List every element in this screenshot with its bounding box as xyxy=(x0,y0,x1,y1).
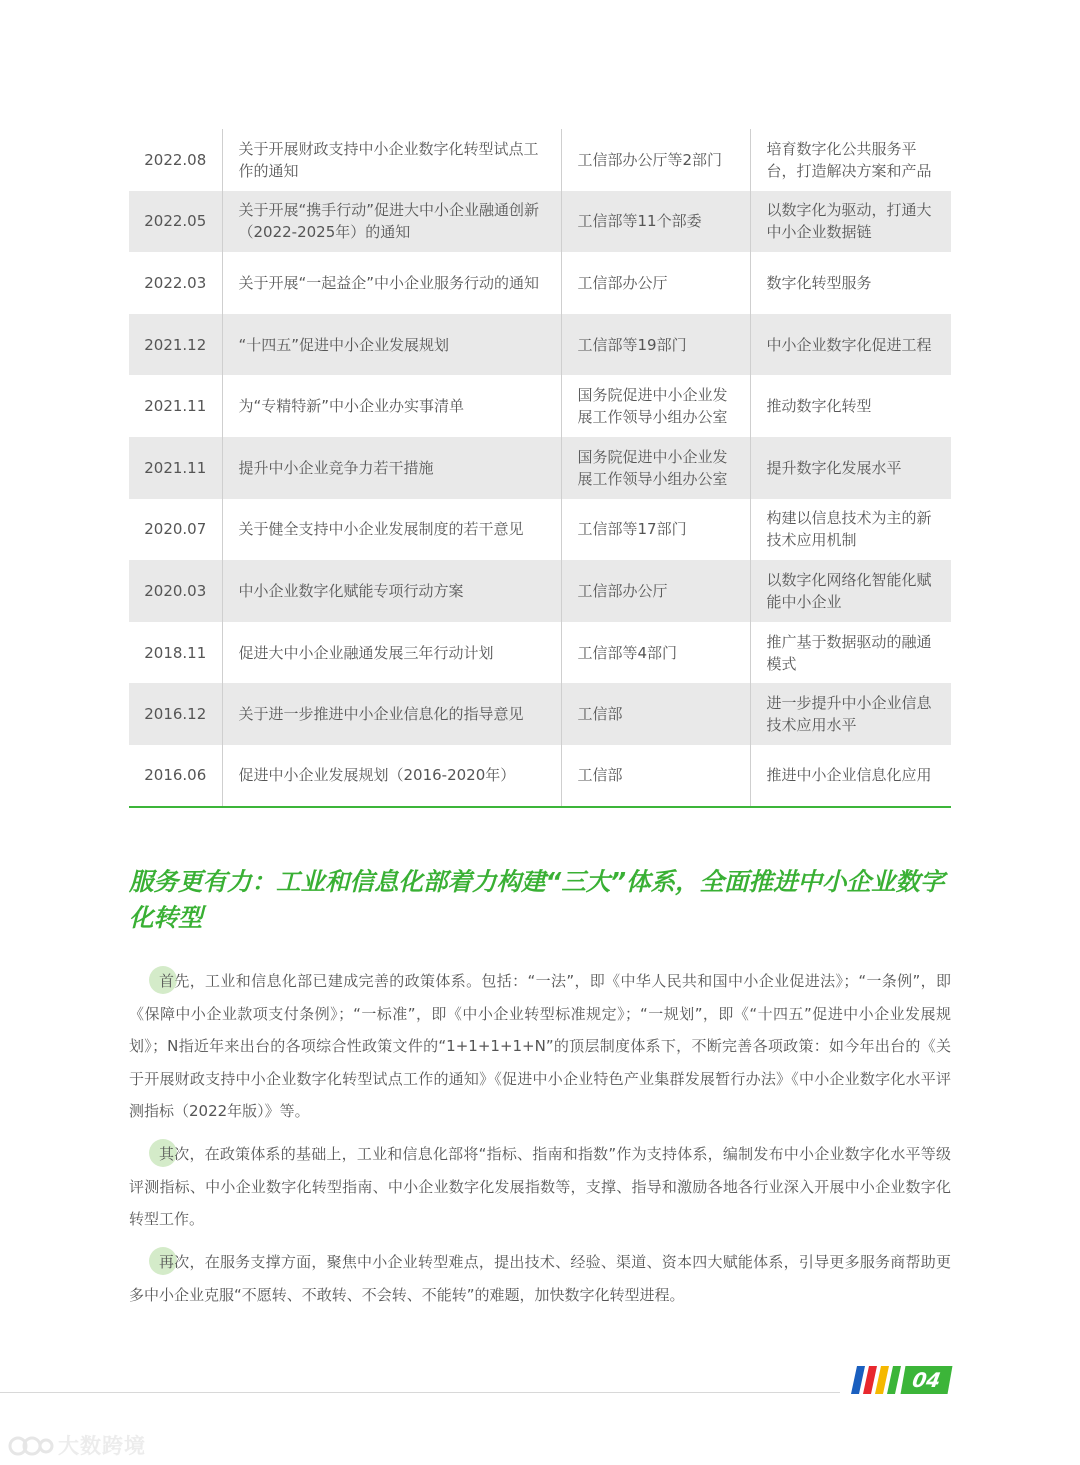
table-row xyxy=(129,437,951,499)
watermark-text: 大数跨境 xyxy=(58,1434,146,1458)
date-cell: 2021.11 xyxy=(129,437,222,499)
date-cell: 2022.05 xyxy=(129,191,222,253)
title-cell: 促进大中小企业融通发展三年行动计划 xyxy=(222,622,561,684)
watermark-logo-icon xyxy=(8,1432,54,1458)
table-row xyxy=(129,745,951,807)
policy-table xyxy=(129,129,951,808)
stripe-green xyxy=(887,1366,901,1394)
title-cell: 关于进一步推进中小企业信息化的指导意见 xyxy=(222,683,561,745)
title-cell: 关于开展“一起益企”中小企业服务行动的通知 xyxy=(222,252,561,314)
focus-cell: 进一步提升中小企业信息技术应用水平 xyxy=(750,683,951,745)
title-cell: 中小企业数字化赋能专项行动方案 xyxy=(222,560,561,622)
paragraph-support-system: 其次，在政策体系的基础上，工业和信息化部将“指标、指南和指数”作为支持体系，编制发布中小企业数字化水平等级评测指标、中小企业数字化转型指南、中小企业数字化发展指数等，支撑、指导和激励各地各行业深入开展中小企业数字化转型工作。 xyxy=(129,1145,951,1228)
policy-table-body xyxy=(129,129,951,807)
focus-cell: 推动数字化转型 xyxy=(766,397,872,416)
department-cell: 工信部办公厅等2部门 xyxy=(561,129,750,191)
date-cell: 2020.07 xyxy=(129,499,222,561)
title-cell: 促进中小企业发展规划（2016-2020年） xyxy=(222,745,561,807)
department-cell: 工信部办公厅 xyxy=(561,560,750,622)
date-cell: 2020.03 xyxy=(129,560,222,622)
date-cell: 2016.12 xyxy=(129,683,222,745)
table-row xyxy=(129,375,951,437)
footer-divider xyxy=(0,1392,840,1393)
stripe-yellow xyxy=(875,1366,889,1394)
department-cell: 工信部等19部门 xyxy=(561,314,750,376)
department-cell: 工信部办公厅 xyxy=(561,252,750,314)
focus-cell: 培育数字化公共服务平台，打造解决方案和产品 xyxy=(766,139,932,180)
department-cell: 国务院促进中小企业发展工作领导小组办公室 xyxy=(561,437,750,499)
title-cell: 为“专精特新”中小企业办实事清单 xyxy=(222,375,561,437)
section-heading: 服务更有力：工业和信息化部着力构建“三大”体系，全面推进中小企业数字化转型 xyxy=(129,867,945,932)
date-cell: 2018.11 xyxy=(129,622,222,684)
date-cell: 2021.11 xyxy=(129,375,222,437)
table-row xyxy=(129,191,951,253)
department-cell: 工信部等4部门 xyxy=(561,622,750,684)
focus-cell: 推广基于数据驱动的融通模式 xyxy=(766,632,932,673)
stripe-blue xyxy=(851,1366,865,1394)
page-number: 04 xyxy=(901,1366,953,1394)
focus-cell: 中小企业数字化促进工程 xyxy=(750,314,951,376)
table-row xyxy=(129,683,951,745)
focus-cell: 提升数字化发展水平 xyxy=(750,437,951,499)
date-cell: 2016.06 xyxy=(129,745,222,807)
focus-cell: 数字化转型服务 xyxy=(766,273,872,292)
table-row xyxy=(129,499,951,561)
department-cell: 工信部 xyxy=(561,745,750,807)
table-row xyxy=(129,622,951,684)
paragraph-service-system: 再次，在服务支撑方面，聚焦中小企业转型难点，提出技术、经验、渠道、资本四大赋能体系，引导更多服务商帮助更多中小企业克服“不愿转、不敢转、不会转、不能转”的难题，加快数字化转型进程。 xyxy=(129,1253,951,1304)
department-cell: 工信部 xyxy=(561,683,750,745)
department-cell: 工信部等11个部委 xyxy=(561,191,750,253)
paragraph-policy-system: 首先，工业和信息化部已建成完善的政策体系。包括：“一法”，即《中华人民共和国中小企业促进法》；“一条例”，即《保障中小企业款项支付条例》；“一标准”，即《中小企业转型标准规定》；“一规划”，即《“十四五”促进中小企业发展规划》；N指近年来出台的各项综合性政策文件的“1+1+1+1+N”的顶层制度体系下，不断完善各项政策：如今年出台的《关于开展财政支持中小企业数字化转型试点工作的通知》《促进中小企业特色产业集群发展暂行办法》《中小企业数字化水平评测指标（2022年版）》等。 xyxy=(129,972,951,1120)
title-cell: “十四五”促进中小企业发展规划 xyxy=(222,314,561,376)
department-cell: 国务院促进中小企业发展工作领导小组办公室 xyxy=(561,375,750,437)
watermark xyxy=(8,1430,146,1460)
table-row xyxy=(129,560,951,622)
title-cell: 关于开展“携手行动”促进大中小企业融通创新（2022-2025年）的通知 xyxy=(222,191,561,253)
date-cell: 2021.12 xyxy=(129,314,222,376)
date-cell: 2022.03 xyxy=(129,252,222,314)
focus-cell: 以数字化网络化智能化赋能中小企业 xyxy=(750,560,951,622)
table-row xyxy=(129,129,951,191)
table-row xyxy=(129,314,951,376)
date-cell: 2022.08 xyxy=(129,129,222,191)
table-row xyxy=(129,252,951,314)
focus-cell: 构建以信息技术为主的新技术应用机制 xyxy=(766,509,932,550)
focus-cell: 以数字化为驱动，打通大中小企业数据链 xyxy=(750,191,951,253)
stripe-red xyxy=(863,1366,877,1394)
focus-cell: 推进中小企业信息化应用 xyxy=(766,766,932,785)
title-cell: 关于开展财政支持中小企业数字化转型试点工作的通知 xyxy=(222,129,561,191)
title-cell: 提升中小企业竞争力若干措施 xyxy=(222,437,561,499)
title-cell: 关于健全支持中小企业发展制度的若干意见 xyxy=(222,499,561,561)
department-cell: 工信部等17部门 xyxy=(561,499,750,561)
